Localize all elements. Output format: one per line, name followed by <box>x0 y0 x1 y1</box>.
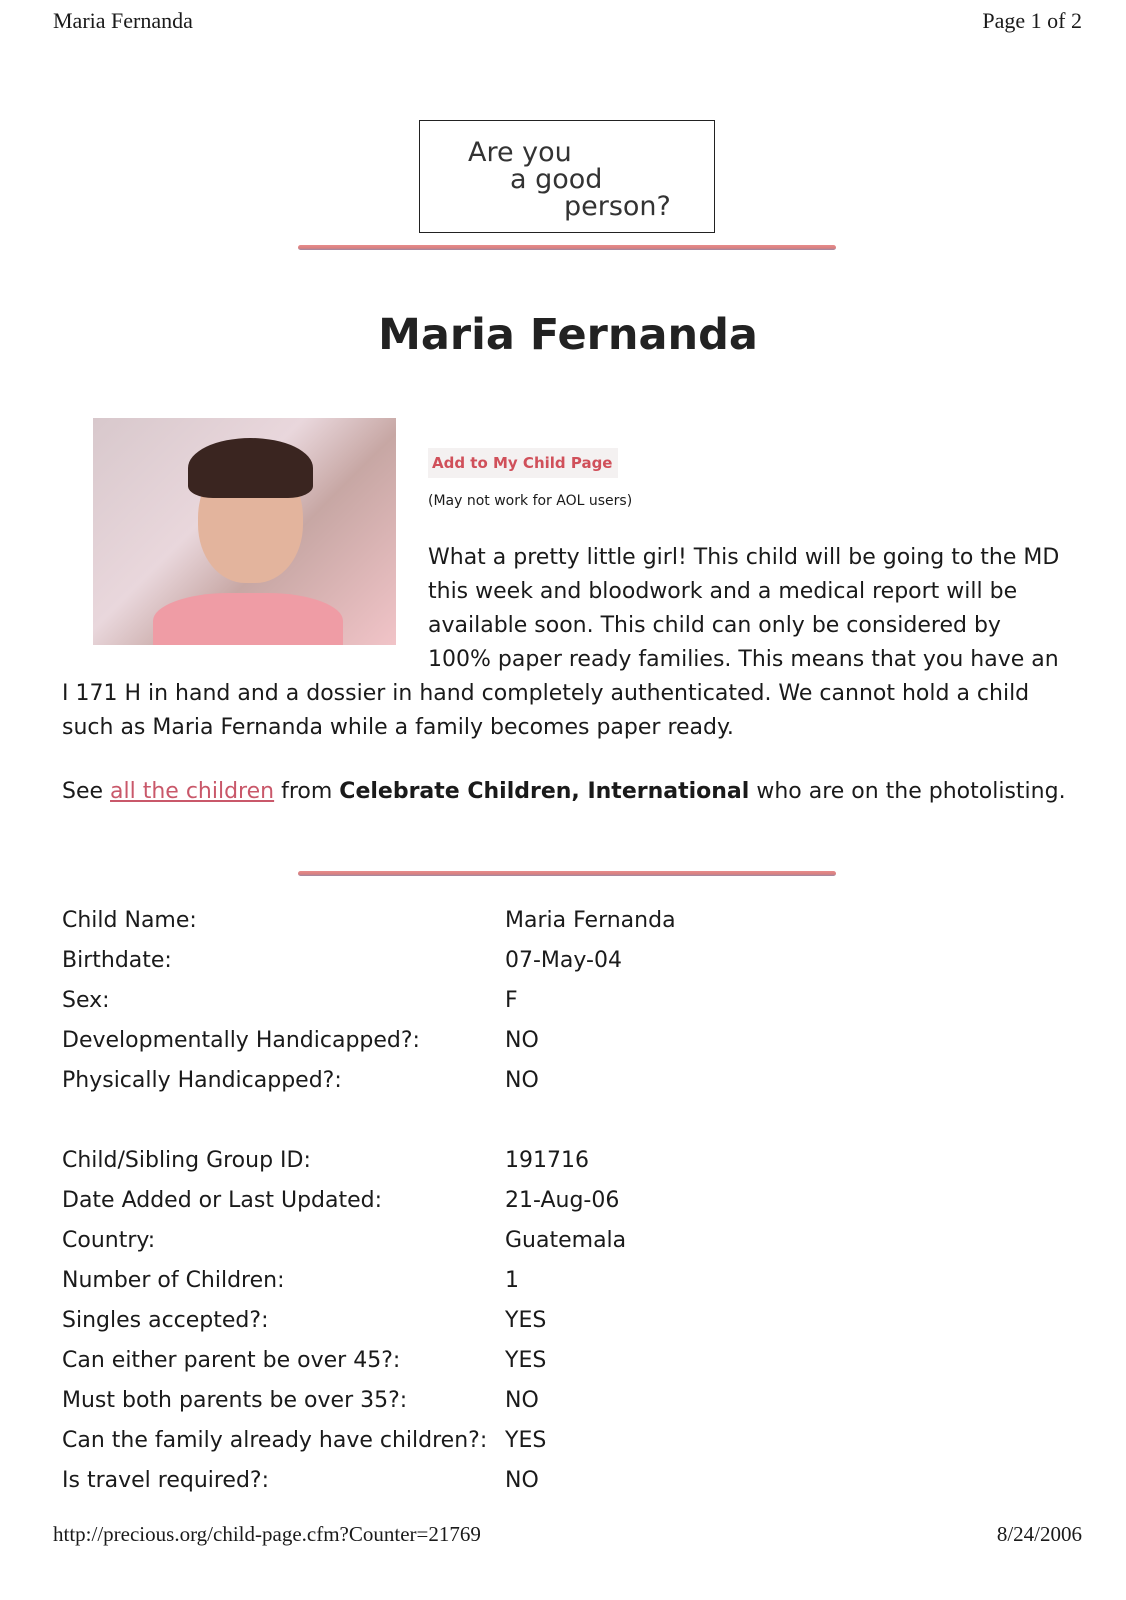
print-page-number: Page 1 of 2 <box>982 8 1082 33</box>
detail-value: F <box>505 988 518 1013</box>
detail-row <box>62 1381 676 1421</box>
detail-row <box>62 1301 676 1341</box>
detail-label: Can either parent be over 45?: <box>62 1348 401 1373</box>
detail-row <box>62 1061 676 1101</box>
detail-label: Child/Sibling Group ID: <box>62 1148 311 1173</box>
detail-value: 1 <box>505 1268 519 1293</box>
print-header-title: Maria Fernanda <box>53 8 193 33</box>
detail-value: NO <box>505 1468 539 1493</box>
ad-line-2: a good <box>510 164 603 195</box>
detail-label: Number of Children: <box>62 1268 285 1293</box>
organization-name: Celebrate Children, International <box>339 779 750 804</box>
divider <box>298 871 836 876</box>
detail-row <box>62 1221 676 1261</box>
add-to-my-child-page-link[interactable]: Add to My Child Page <box>428 448 618 478</box>
detail-value: 21-Aug-06 <box>505 1188 620 1213</box>
detail-value: YES <box>505 1428 547 1453</box>
detail-label: Child Name: <box>62 908 197 933</box>
divider <box>298 245 836 250</box>
child-details <box>62 901 676 1501</box>
detail-value: 191716 <box>505 1148 589 1173</box>
detail-row <box>62 941 676 981</box>
detail-row <box>62 1261 676 1301</box>
detail-value: Guatemala <box>505 1228 627 1253</box>
detail-row <box>62 901 676 941</box>
detail-label: Date Added or Last Updated: <box>62 1188 383 1213</box>
detail-label: Sex: <box>62 988 110 1013</box>
ad-banner[interactable] <box>419 120 715 233</box>
see-middle: from <box>274 779 340 804</box>
detail-value: 07-May-04 <box>505 948 622 973</box>
detail-value: NO <box>505 1068 539 1093</box>
detail-label: Is travel required?: <box>62 1468 270 1493</box>
detail-row <box>62 1141 676 1181</box>
detail-value: YES <box>505 1308 547 1333</box>
detail-label: Developmentally Handicapped?: <box>62 1028 420 1053</box>
detail-row <box>62 1341 676 1381</box>
detail-label: Must both parents be over 35?: <box>62 1388 408 1413</box>
detail-label: Singles accepted?: <box>62 1308 269 1333</box>
child-profile <box>62 418 1067 809</box>
detail-label: Physically Handicapped?: <box>62 1068 342 1093</box>
print-footer-url: http://precious.org/child-page.cfm?Counter=21769 <box>53 1522 481 1546</box>
detail-value: NO <box>505 1388 539 1413</box>
detail-value: Maria Fernanda <box>505 908 676 933</box>
detail-label: Birthdate: <box>62 948 172 973</box>
page-title: Maria Fernanda <box>378 310 758 360</box>
detail-label: Country: <box>62 1228 156 1253</box>
detail-row <box>62 1181 676 1221</box>
aol-note: (May not work for AOL users) <box>428 493 633 509</box>
see-prefix: See <box>62 779 111 804</box>
detail-row <box>62 981 676 1021</box>
ad-line-3: person? <box>564 191 671 222</box>
all-children-link[interactable]: all the children <box>110 779 275 804</box>
detail-label: Can the family already have children?: <box>62 1428 488 1453</box>
child-photo <box>93 418 396 645</box>
print-footer-date: 8/24/2006 <box>996 1522 1082 1546</box>
detail-value: NO <box>505 1028 539 1053</box>
see-all-children <box>62 775 1067 809</box>
detail-row <box>62 1421 676 1461</box>
child-description: What a pretty little girl! This child will be going to the MD this week and bloodwork and a medical report will be available soon. This child can only be considered by 100% paper ready families. This means that you have an I 171 H in hand and a dossier in hand completely authenticated. We cannot hold a child such as Maria Fernanda while a family becomes paper ready. <box>62 545 1060 740</box>
ad-line-1: Are you <box>468 137 572 168</box>
see-suffix: who are on the photolisting. <box>749 779 1066 804</box>
detail-row <box>62 1461 676 1501</box>
detail-value: YES <box>505 1348 547 1373</box>
detail-row <box>62 1021 676 1061</box>
